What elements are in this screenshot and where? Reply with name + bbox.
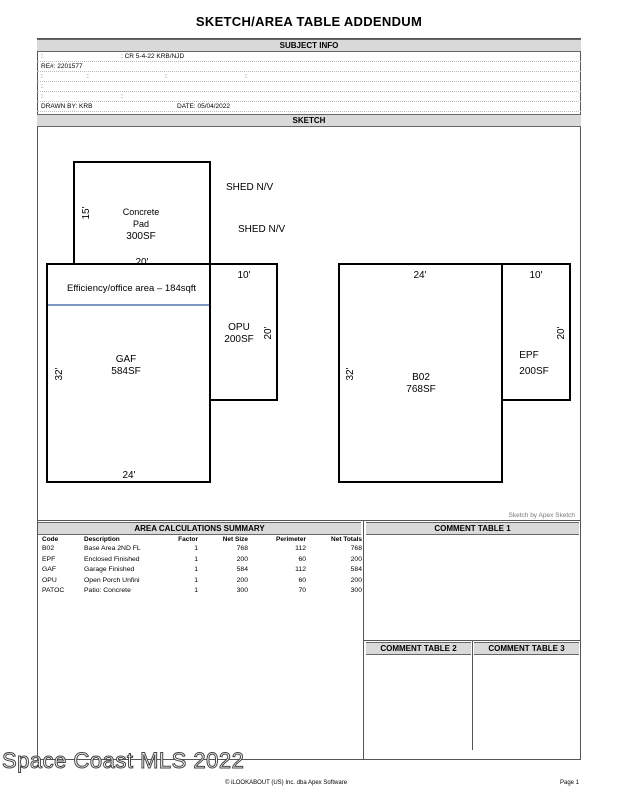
gaf-side-dim: 32' <box>54 367 65 381</box>
re-number: RE#: 2201577 <box>41 63 83 70</box>
concrete-bottom-dim: 20' <box>135 257 149 268</box>
subject-row-2 <box>37 62 581 72</box>
table-cell-net-size: 768 <box>236 545 248 552</box>
table-cell-factor: 1 <box>194 566 198 573</box>
subject-info-header: SUBJECT INFO <box>37 39 581 52</box>
opu-side-dim: 20' <box>263 326 274 340</box>
epf-area-label: 200SF <box>519 366 549 377</box>
comment-table-3-header: COMMENT TABLE 3 <box>474 642 579 655</box>
concrete-area-label: 300SF <box>126 231 156 242</box>
epf-side-dim: 20' <box>556 326 567 340</box>
column-header-description: Description <box>84 536 120 543</box>
table-cell-code: OPU <box>42 576 57 584</box>
table-cell-code: EPF <box>42 555 56 563</box>
row3-colon-3: : <box>165 73 167 80</box>
row3-colon-2: : <box>87 73 89 80</box>
pad-label: Pad <box>132 219 150 229</box>
table-cell-net-totals: 768 <box>350 545 362 552</box>
drawn-by: DRAWN BY: KRB <box>41 103 93 110</box>
table-cell-net-size: 200 <box>236 555 248 563</box>
subject-row-4 <box>37 82 581 92</box>
gaf-bottom-dim: 24' <box>122 470 136 481</box>
column-header-perimeter: Perimeter <box>276 536 306 543</box>
table-cell-factor: 1 <box>194 555 198 563</box>
table-cell-net-totals: 584 <box>350 566 362 573</box>
efficiency-note: Efficiency/office area – 184sqft <box>67 283 197 294</box>
subject-row-1 <box>37 52 581 62</box>
table-cell-net-size: 200 <box>236 576 248 584</box>
b02-label: B02 <box>412 372 430 383</box>
table-cell-perimeter: 112 <box>295 566 306 573</box>
table-cell-net-size: 300 <box>236 587 248 594</box>
table-cell-factor: 1 <box>194 576 198 584</box>
column-header-net-totals: Net Totals <box>331 536 362 543</box>
b02-side-dim: 32' <box>345 367 356 381</box>
opu-label: OPU <box>228 322 250 333</box>
epf-label: EPF <box>519 350 539 361</box>
table-cell-code: PATOC <box>42 587 65 594</box>
subject-row-5 <box>37 92 581 102</box>
concrete-side-dim: 15' <box>81 206 92 220</box>
sketch-credit: Sketch by Apex Sketch <box>508 512 575 519</box>
table-cell-perimeter: 60 <box>298 576 306 584</box>
area-divider <box>38 520 581 521</box>
sketch-header: SKETCH <box>37 114 581 127</box>
row4-colon: : <box>41 83 43 90</box>
table-cell-perimeter: 112 <box>295 545 306 552</box>
gaf-area-label: 584SF <box>111 366 141 377</box>
subject-row1-colon: : <box>41 53 43 60</box>
opu-top-dim: 10' <box>237 270 251 281</box>
table-cell-net-totals: 200 <box>350 576 362 584</box>
table-cell-net-size: 584 <box>236 566 248 573</box>
table-cell-description: Patio: Concrete <box>84 587 131 594</box>
shed-label-2: SHED N/V <box>238 224 286 235</box>
gaf-label: GAF <box>115 354 137 365</box>
table-cell-description: Base Area 2ND FL <box>84 545 141 552</box>
subject-reference: : CR 5-4-22 KRB/NJD <box>121 53 185 60</box>
table-cell-factor: 1 <box>194 545 198 552</box>
b02-top-dim: 24' <box>413 270 427 281</box>
table-cell-description: Garage Finished <box>84 566 135 573</box>
subject-row-3 <box>37 72 581 82</box>
column-header-code: Code <box>42 536 59 543</box>
table-cell-description: Open Porch Unfini <box>84 576 140 584</box>
table-cell-factor: 1 <box>194 587 198 594</box>
subject-row-6 <box>37 102 581 112</box>
column-header-factor: Factor <box>178 536 198 543</box>
row5-colon-1: : <box>41 93 43 100</box>
sketch-date: DATE: 05/04/2022 <box>177 103 230 110</box>
page-number: Page 1 <box>560 780 580 786</box>
table-cell-perimeter: 60 <box>298 555 306 563</box>
table-cell-perimeter: 70 <box>298 587 306 594</box>
epf-top-dim: 10' <box>529 270 543 281</box>
table-cell-net-totals: 300 <box>350 587 362 594</box>
table-cell-code: B02 <box>42 545 55 552</box>
page-title: SKETCH/AREA TABLE ADDENDUM <box>195 14 423 29</box>
comment-table-1-header: COMMENT TABLE 1 <box>366 522 579 535</box>
comment-2-3-divider <box>472 640 473 750</box>
copyright-text: © iLOOKABOUT (US) Inc. dba Apex Software <box>225 780 348 786</box>
table-cell-net-totals: 200 <box>350 555 362 563</box>
table-cell-description: Enclosed Finished <box>84 555 140 563</box>
concrete-label: Concrete <box>122 207 160 217</box>
row3-colon-4: : <box>245 73 247 80</box>
area-calc-header: AREA CALCULATIONS SUMMARY <box>38 522 361 535</box>
row5-colon-2: : <box>121 93 123 100</box>
column-header-net-size: Net Size <box>222 536 248 543</box>
table-cell-code: GAF <box>42 566 56 573</box>
b02-area-label: 768SF <box>406 384 436 395</box>
mls-watermark: Space Coast MLS 2022 <box>2 748 245 773</box>
row3-colon-1: : <box>41 73 43 80</box>
shed-label-1: SHED N/V <box>226 182 274 193</box>
opu-area-label: 200SF <box>224 334 254 345</box>
sketch-area <box>38 128 580 520</box>
comment-table-2-header: COMMENT TABLE 2 <box>366 642 471 655</box>
